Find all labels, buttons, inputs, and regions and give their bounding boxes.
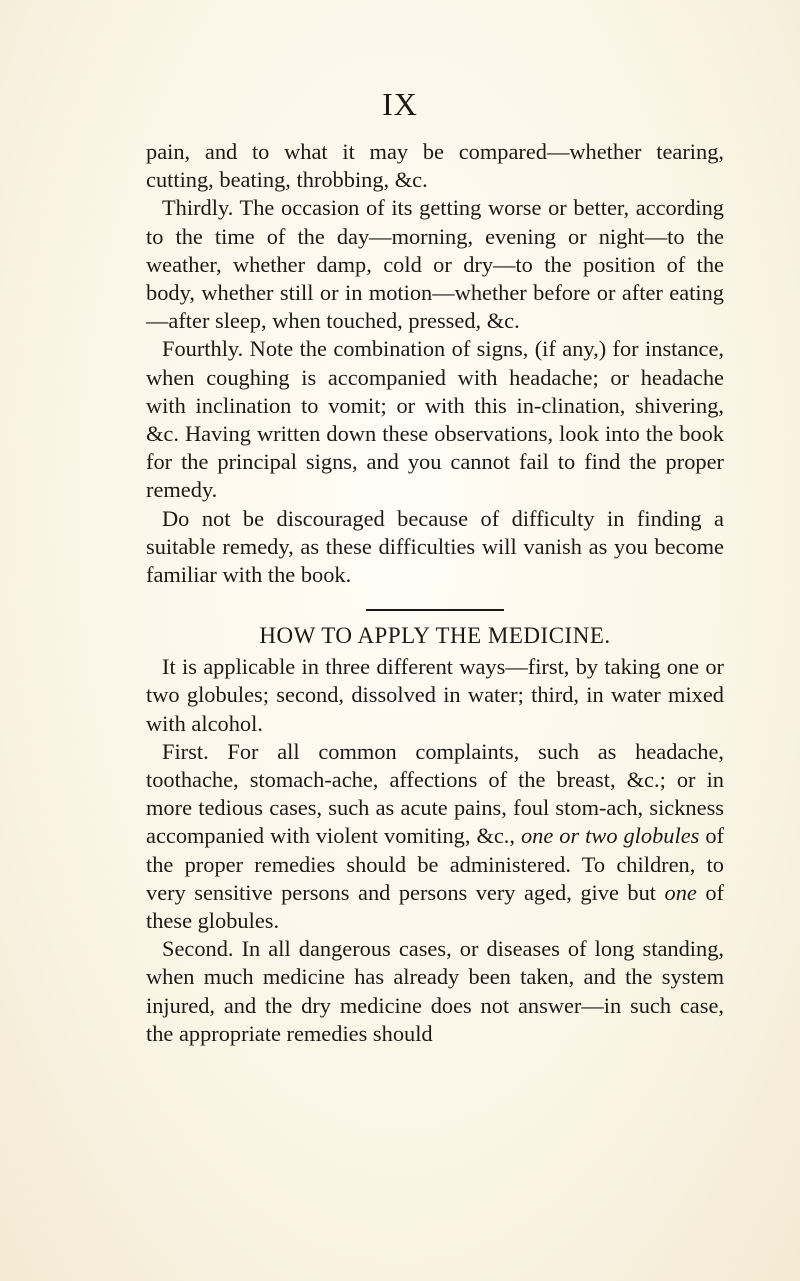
paragraph-second: Second. In all dangerous cases, or diseases of long standing, when much medicine has already been taken, and the system injured, and the dry medicine does not answer—in such case, the appropriate remedies should	[146, 936, 724, 1046]
paragraph-first-emphasis-one: one	[664, 879, 697, 905]
paragraph-first	[146, 738, 724, 935]
paragraph-thirdly: Thirdly. The occasion of its getting worse or better, according to the time of the day—morning, evening or night—to the weather, whether damp, cold or dry—to the position of the body, whether still or in motion—whether before or after eating—after sleep, when touched, pressed, &c.	[146, 195, 724, 334]
paragraph-three-ways: It is applicable in three different ways—first, by taking one or two globules; second, dissolved in water; third, in water mixed with alcohol.	[146, 654, 724, 736]
section-heading: HOW TO APPLY THE MEDICINE.	[259, 623, 611, 649]
paragraph-first-emphasis: one or two globules	[520, 823, 700, 849]
paragraph-fourthly: Fourthly. Note the combination of signs, (if any,) for instance, when coughing is accompanied with headache; or headache with inclination to vomit; or with this in-clination, shivering, &c. Having written down these observations, look into the book for the principal signs, and you cannot fail to find the proper remedy.	[146, 336, 724, 503]
section-divider	[366, 609, 504, 611]
paragraph-first-text-a: First. For all common complaints, such as headache, toothache, stomach-ache, affections of the breast, &c.; or in more tedious cases, such as acute pains, foul stom-ach, sickness accompanied with violent vomiting, &c.,	[146, 738, 724, 849]
paragraph-encouragement: Do not be discouraged because of difficulty in finding a suitable remedy, as these difficulties will vanish as you become familiar with the book.	[146, 505, 724, 588]
page-body-text	[146, 138, 724, 1048]
paragraph-continuation: pain, and to what it may be compared—whether tearing, cutting, beating, throbbing, &c.	[146, 139, 724, 193]
paragraph-first-text-c: of these globules.	[146, 879, 724, 934]
page-number: IX	[382, 86, 418, 122]
paragraph-first-text-b: of the proper remedies should be administered. To children, to very sensitive persons and persons very aged, give but	[146, 823, 725, 905]
